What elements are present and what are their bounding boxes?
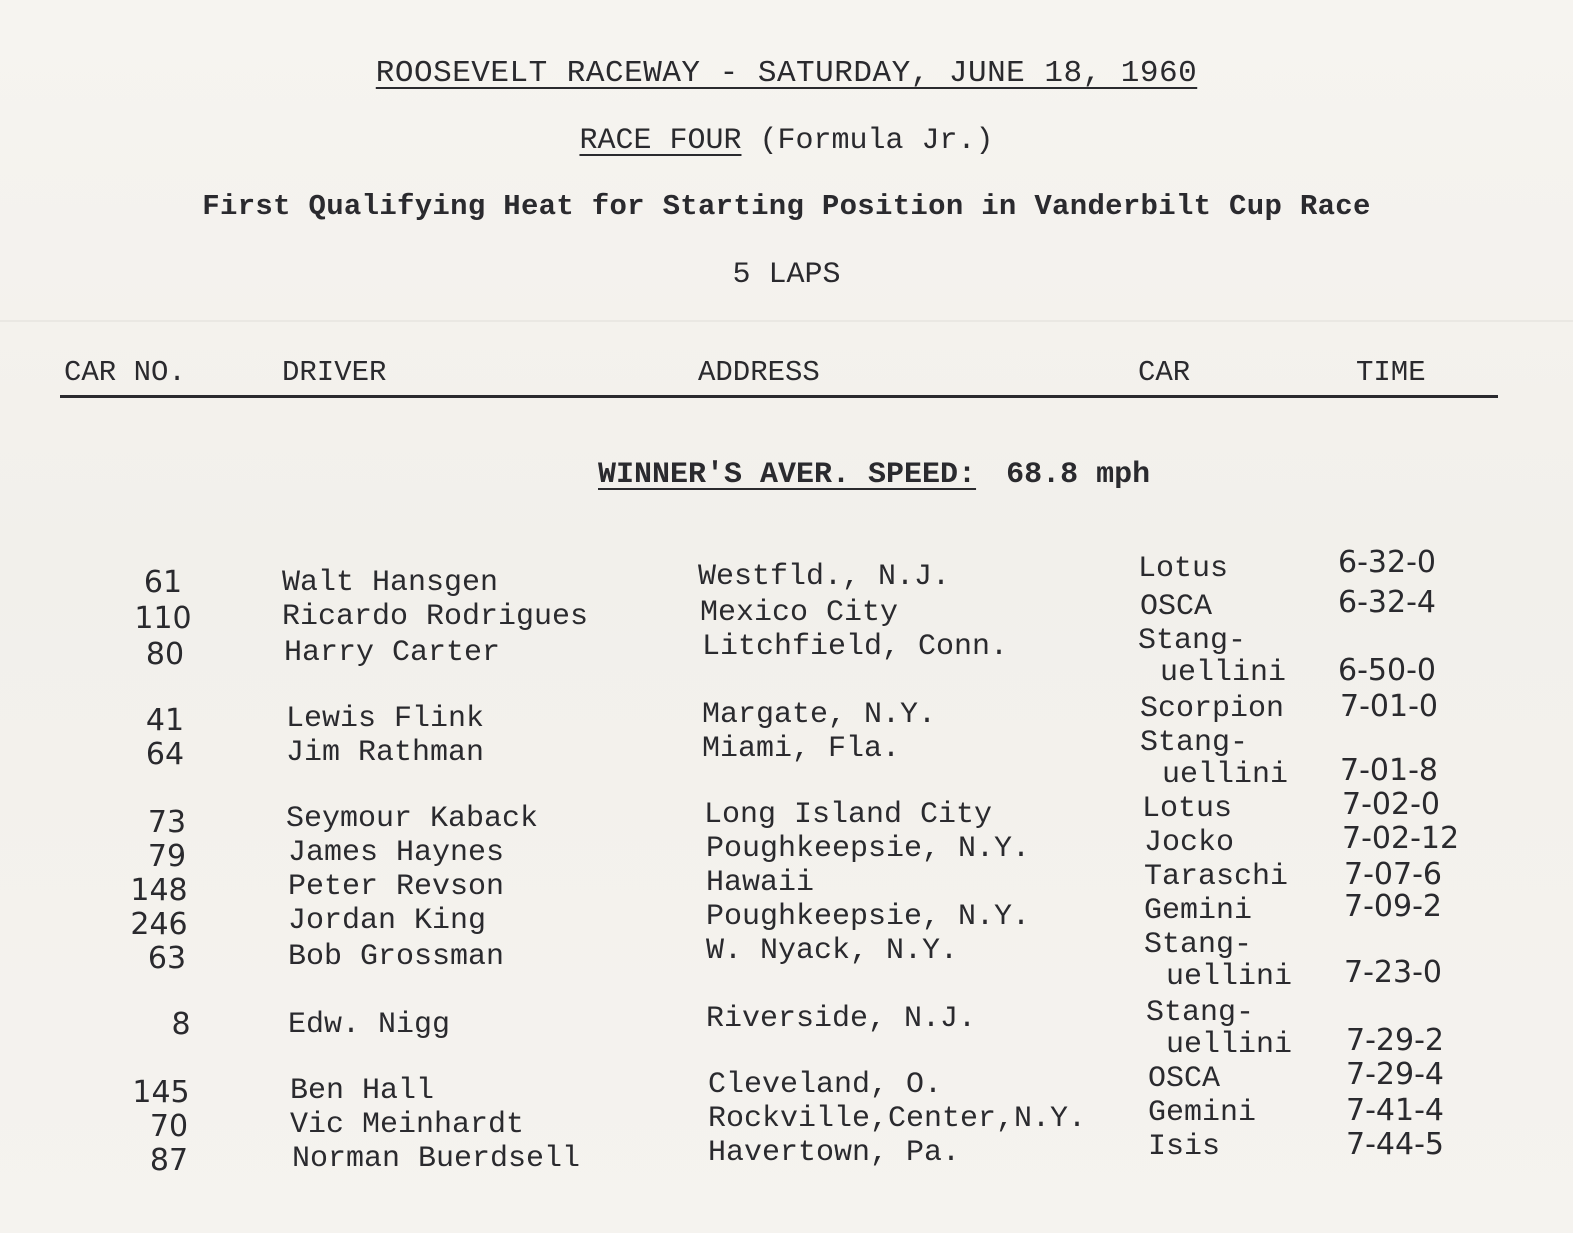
- entry-car-no: 64: [145, 737, 185, 772]
- entry-driver: Jim Rathman: [286, 736, 485, 770]
- entry-address: Havertown, Pa.: [708, 1136, 961, 1170]
- paper-fold: [0, 320, 1573, 322]
- entry-address: Long Island City: [704, 798, 993, 832]
- entry-car: Gemini: [1144, 894, 1253, 928]
- entry-car-no: 63: [147, 941, 187, 976]
- entry-car: Isis: [1148, 1130, 1221, 1164]
- entry-time: 7-07-6: [1344, 857, 1442, 892]
- header-rule: [60, 395, 1498, 398]
- entry-time: 6-32-4: [1338, 585, 1436, 620]
- entry-driver: Ricardo Rodrigues: [282, 600, 589, 634]
- entry-car-line2: uellini: [1166, 960, 1293, 994]
- entry-driver: Vic Meinhardt: [290, 1108, 525, 1142]
- entry-driver: Jordan King: [288, 904, 487, 938]
- entry-time: 7-23-0: [1344, 955, 1442, 990]
- column-header-address: ADDRESS: [698, 356, 820, 389]
- entry-car: OSCA: [1148, 1062, 1221, 1096]
- column-header-car: CAR: [1138, 356, 1191, 389]
- entry-address: Rockville,Center,N.Y.: [708, 1102, 1087, 1136]
- entry-car-no: 87: [149, 1143, 189, 1178]
- column-header-car-no: CAR NO.: [64, 356, 186, 389]
- entry-car-no: 8: [171, 1007, 191, 1042]
- entry-address: Westfld., N.J.: [698, 560, 951, 594]
- entry-time: 7-02-0: [1342, 787, 1440, 822]
- entry-address: Litchfield, Conn.: [702, 630, 1009, 664]
- entry-time: 7-09-2: [1344, 889, 1442, 924]
- entry-time: 7-41-4: [1346, 1093, 1444, 1128]
- title-text: ROOSEVELT RACEWAY - SATURDAY, JUNE 18, 1960: [375, 56, 1198, 91]
- entry-driver: Lewis Flink: [286, 702, 485, 736]
- entry-time: 7-29-2: [1346, 1023, 1444, 1058]
- entry-address: W. Nyack, N.Y.: [706, 934, 959, 968]
- entry-driver: Norman Buerdsell: [292, 1142, 581, 1176]
- entry-driver: Bob Grossman: [288, 940, 505, 974]
- entry-car-no: 41: [145, 703, 185, 738]
- entry-driver: Harry Carter: [284, 636, 501, 670]
- entry-car-line2: uellini: [1166, 1028, 1293, 1062]
- entry-car-no: 246: [130, 907, 188, 942]
- entry-car-no: 110: [134, 601, 192, 636]
- entry-driver: Walt Hansgen: [282, 566, 499, 600]
- entry-car: Lotus: [1138, 552, 1229, 586]
- entry-car-no: 148: [130, 873, 188, 908]
- entry-time: 7-29-4: [1346, 1057, 1444, 1092]
- entry-address: Poughkeepsie, N.Y.: [706, 900, 1031, 934]
- entry-car: Stang-: [1144, 928, 1253, 962]
- entry-time: 7-01-8: [1340, 753, 1438, 788]
- entry-address: Riverside, N.J.: [706, 1002, 977, 1036]
- entry-address: Poughkeepsie, N.Y.: [706, 832, 1031, 866]
- column-header-time: TIME: [1356, 356, 1426, 389]
- entry-car-line2: uellini: [1162, 758, 1289, 792]
- entry-driver: Edw. Nigg: [288, 1008, 451, 1042]
- entry-car: Taraschi: [1144, 860, 1289, 894]
- entry-time: 6-32-0: [1338, 545, 1436, 580]
- entry-driver: Ben Hall: [290, 1074, 435, 1108]
- entry-driver: Seymour Kaback: [286, 802, 539, 836]
- entry-car: OSCA: [1140, 590, 1213, 624]
- laps-count: 5 LAPS: [732, 258, 841, 292]
- entry-car: Lotus: [1142, 792, 1233, 826]
- entry-address: Miami, Fla.: [702, 732, 901, 766]
- entry-car-no: 70: [149, 1109, 189, 1144]
- entry-car: Scorpion: [1140, 692, 1285, 726]
- entry-time: 7-02-12: [1342, 821, 1460, 856]
- entry-car: Jocko: [1144, 826, 1235, 860]
- entry-time: 6-50-0: [1338, 653, 1436, 688]
- race-heading: [0, 124, 1573, 158]
- winner-speed-label: WINNER'S AVER. SPEED:: [598, 458, 977, 492]
- entry-time: 7-01-0: [1340, 689, 1438, 724]
- entry-car-no: 61: [143, 565, 183, 600]
- entry-driver: James Haynes: [288, 836, 505, 870]
- entry-car: Stang-: [1138, 624, 1247, 658]
- entry-time: 7-44-5: [1346, 1127, 1444, 1162]
- race-class: (Formula Jr.): [759, 124, 994, 158]
- entry-driver: Peter Revson: [288, 870, 505, 904]
- column-header-driver: DRIVER: [282, 356, 387, 389]
- document-title: [0, 56, 1573, 91]
- entry-car: Stang-: [1146, 996, 1255, 1030]
- entry-car: Gemini: [1148, 1096, 1257, 1130]
- race-name: RACE FOUR: [579, 124, 742, 158]
- entry-car-no: 145: [132, 1075, 190, 1110]
- entry-car-no: 79: [147, 839, 187, 874]
- entry-car-line2: uellini: [1160, 656, 1287, 690]
- entry-car: Stang-: [1140, 726, 1249, 760]
- winner-average-speed: [598, 458, 1150, 492]
- entry-address: Hawaii: [706, 866, 815, 900]
- entry-car-no: 80: [145, 637, 185, 672]
- race-subtitle: First Qualifying Heat for Starting Position in Vanderbilt Cup Race: [202, 190, 1371, 223]
- winner-speed-value: 68.8 mph: [1006, 458, 1151, 492]
- entry-car-no: 73: [147, 805, 187, 840]
- entry-address: Margate, N.Y.: [702, 698, 937, 732]
- entry-address: Mexico City: [700, 596, 899, 630]
- entry-address: Cleveland, O.: [708, 1068, 943, 1102]
